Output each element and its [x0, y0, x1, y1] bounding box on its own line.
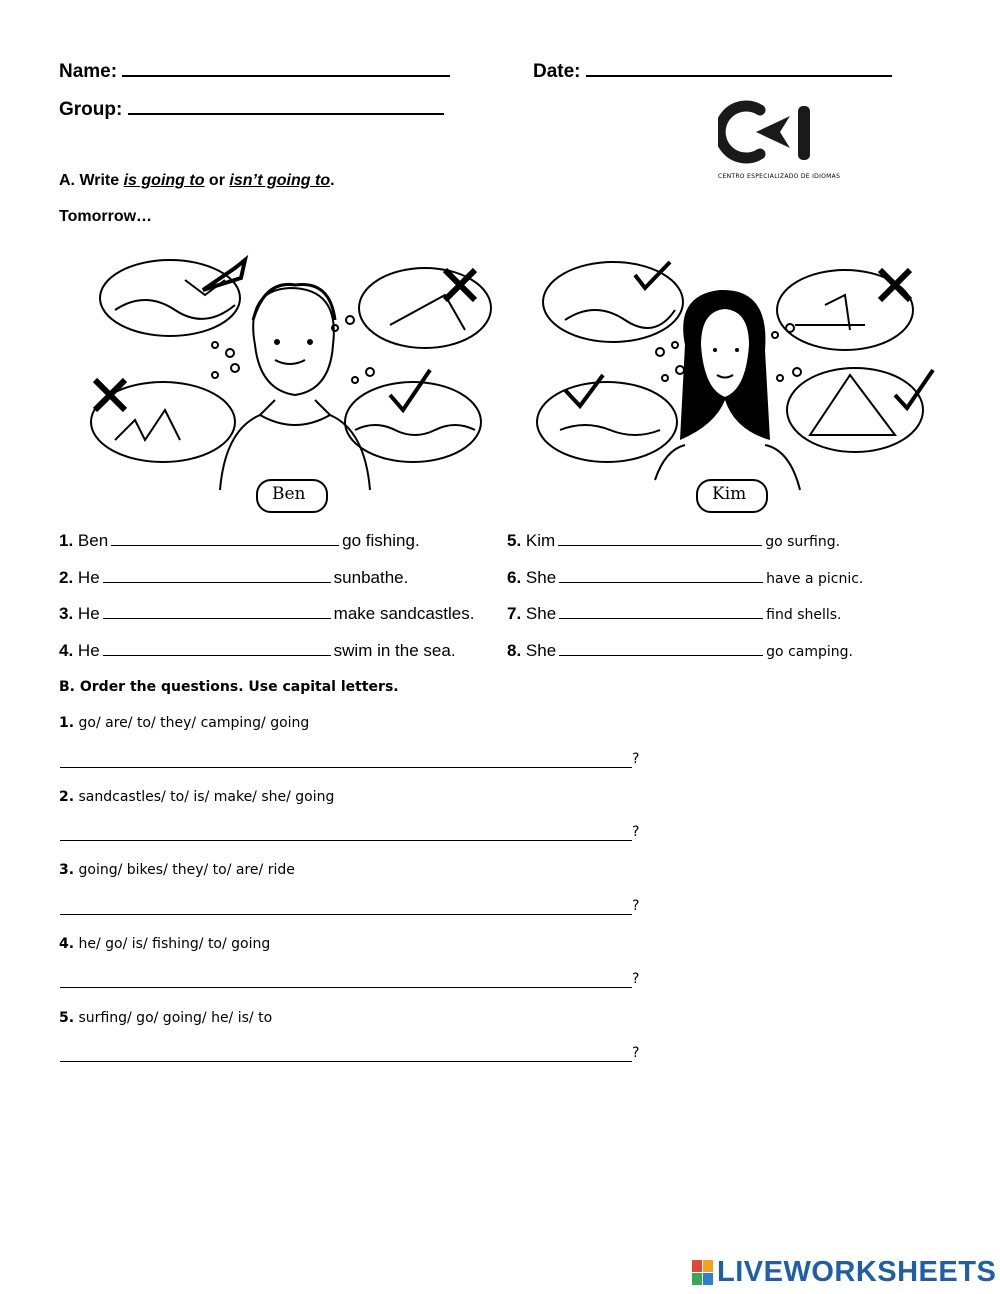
- surfing-thought: [543, 262, 683, 342]
- ben-illustration: [85, 250, 505, 520]
- tick-1: [203, 260, 245, 290]
- name-row: [59, 60, 450, 84]
- group-row: [59, 98, 444, 122]
- answer-blank-3[interactable]: [103, 605, 331, 619]
- fishing-thought: [100, 260, 240, 336]
- question-4: 4. he/ go/ is/ fishing/ to/ going: [59, 936, 271, 952]
- ben-head: [253, 288, 334, 395]
- cross-3: [880, 270, 910, 300]
- shells-thought: [537, 382, 677, 462]
- name-field[interactable]: [122, 75, 450, 77]
- answer-blank-6[interactable]: [559, 569, 763, 583]
- live-badge-icon: [692, 1260, 713, 1285]
- sentence-1: 1. Ben go fishing.: [59, 531, 420, 550]
- question-mark-2: ?: [632, 824, 640, 840]
- answer-line-2[interactable]: [60, 840, 632, 841]
- section-a-title: A. Write is going to or isn’t going to.: [59, 172, 335, 189]
- question-3: 3. going/ bikes/ they/ to/ are/ ride: [59, 862, 295, 878]
- answer-blank-5[interactable]: [558, 532, 762, 546]
- sentence-8: 8. She go camping.: [507, 641, 853, 660]
- answer-blank-1[interactable]: [111, 532, 339, 546]
- cei-logo-icon: [718, 98, 838, 168]
- kim-illustration: [535, 250, 955, 520]
- date-label: Date:: [533, 61, 581, 82]
- question-5: 5. surfing/ go/ going/ he/ is/ to: [59, 1010, 273, 1026]
- answer-blank-7[interactable]: [559, 605, 763, 619]
- date-row: [533, 60, 892, 84]
- question-2: 2. sandcastles/ to/ is/ make/ she/ going: [59, 789, 335, 805]
- answer-line-5[interactable]: [60, 1061, 632, 1062]
- group-field[interactable]: [128, 113, 444, 115]
- answer-line-1[interactable]: [60, 767, 632, 768]
- cross-2: [95, 380, 125, 410]
- name-label: Name:: [59, 61, 118, 82]
- answer-line-3[interactable]: [60, 914, 632, 915]
- answer-blank-4[interactable]: [103, 642, 331, 656]
- sunbathe-thought: [359, 268, 491, 348]
- section-b-title: B. Order the questions. Use capital letters.: [59, 679, 399, 695]
- logo-subtitle: CENTRO ESPECIALIZADO DE IDIOMAS: [718, 173, 841, 180]
- cei-logo: [718, 98, 841, 182]
- answer-line-4[interactable]: [60, 987, 632, 988]
- question-mark-4: ?: [632, 971, 640, 987]
- kim-label: Kim: [712, 484, 747, 504]
- answer-blank-2[interactable]: [103, 569, 331, 583]
- question-mark-1: ?: [632, 751, 640, 767]
- tomorrow-label: Tomorrow…: [59, 208, 153, 225]
- liveworksheets-brand: LIVEWORKSHEETS: [717, 1256, 997, 1288]
- sentence-5: 5. Kim go surfing.: [507, 531, 841, 550]
- question-mark-5: ?: [632, 1045, 640, 1061]
- sentence-4: 4. He swim in the sea.: [59, 641, 456, 660]
- sentence-7: 7. She find shells.: [507, 604, 842, 623]
- date-field[interactable]: [586, 75, 892, 77]
- ben-label: Ben: [272, 484, 306, 504]
- sentence-2: 2. He sunbathe.: [59, 568, 409, 587]
- group-label: Group:: [59, 99, 123, 120]
- question-1: 1. go/ are/ to/ they/ camping/ going: [59, 715, 310, 731]
- sentence-3: 3. He make sandcastles.: [59, 604, 475, 623]
- sentence-6: 6. She have a picnic.: [507, 568, 864, 587]
- tick-2: [390, 370, 430, 410]
- tick-4: [565, 375, 603, 406]
- liveworksheets-logo: [692, 1256, 996, 1289]
- answer-blank-8[interactable]: [559, 642, 763, 656]
- question-mark-3: ?: [632, 898, 640, 914]
